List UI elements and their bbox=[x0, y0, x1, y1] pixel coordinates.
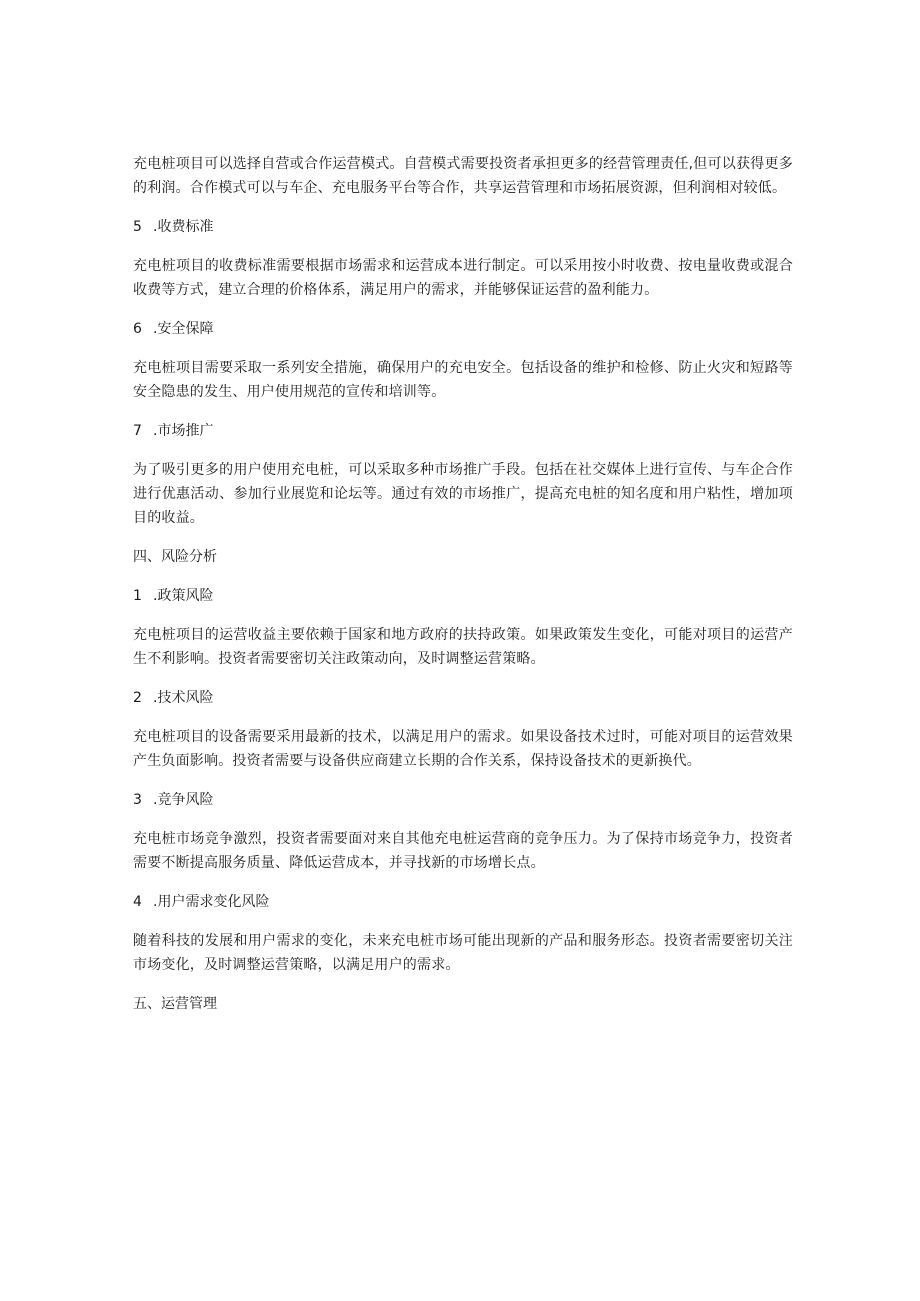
paragraph-demand-risk: 随着科技的发展和用户需求的变化，未来充电桩市场可能出现新的产品和服务形态。投资者需要密切关注市场变化，及时调整运营策略，以满足用户的需求。 bbox=[133, 933, 793, 973]
section-heading-operation-management: 五、运营管理 bbox=[133, 996, 217, 1012]
heading-title: .技术风险 bbox=[153, 690, 214, 706]
heading-number: 1 bbox=[133, 588, 142, 604]
heading-safety bbox=[133, 317, 793, 341]
heading-title: .竞争风险 bbox=[153, 792, 214, 808]
heading-number: 3 bbox=[133, 792, 142, 808]
heading-title: .安全保障 bbox=[153, 321, 214, 337]
paragraph-policy-risk: 充电桩项目的运营收益主要依赖于国家和地方政府的扶持政策。如果政策发生变化，可能对项目的运营产生不利影响。投资者需要密切关注政策动向，及时调整运营策略。 bbox=[133, 627, 793, 667]
heading-marketing bbox=[133, 419, 793, 443]
heading-tech-risk bbox=[133, 686, 793, 710]
heading-number: 6 bbox=[133, 321, 142, 337]
paragraph-fee-standard: 充电桩项目的收费标准需要根据市场需求和运营成本进行制定。可以采用按小时收费、按电量收费或混合收费等方式，建立合理的价格体系，满足用户的需求，并能够保证运营的盈利能力。 bbox=[133, 258, 793, 298]
paragraph-marketing: 为了吸引更多的用户使用充电桩，可以采取多种市场推广手段。包括在社交媒体上进行宣传、与车企合作进行优惠活动、参加行业展览和论坛等。通过有效的市场推广，提高充电桩的知名度和用户粘性，增加项目的收益。 bbox=[133, 462, 793, 526]
heading-number: 2 bbox=[133, 690, 142, 706]
heading-title: .用户需求变化风险 bbox=[153, 894, 270, 910]
heading-competition-risk bbox=[133, 788, 793, 812]
heading-demand-risk bbox=[133, 890, 793, 914]
paragraph-tech-risk: 充电桩项目的设备需要采用最新的技术，以满足用户的需求。如果设备技术过时，可能对项目的运营效果产生负面影响。投资者需要与设备供应商建立长期的合作关系，保持设备技术的更新换代。 bbox=[133, 729, 793, 769]
heading-policy-risk bbox=[133, 584, 793, 608]
paragraph-safety: 充电桩项目需要采取一系列安全措施，确保用户的充电安全。包括设备的维护和检修、防止火灾和短路等安全隐患的发生、用户使用规范的宣传和培训等。 bbox=[133, 360, 793, 400]
heading-title: .收费标准 bbox=[153, 219, 214, 235]
heading-title: .市场推广 bbox=[153, 423, 214, 439]
heading-number: 5 bbox=[133, 219, 142, 235]
heading-number: 7 bbox=[133, 423, 142, 439]
heading-number: 4 bbox=[133, 894, 142, 910]
paragraph-operation-mode: 充电桩项目可以选择自营或合作运营模式。自营模式需要投资者承担更多的经营管理责任,但可以获得更多的利润。合作模式可以与车企、充电服务平台等合作，共享运营管理和市场拓展资源，但利润相对较低。 bbox=[133, 156, 793, 196]
section-heading-risk-analysis: 四、风险分析 bbox=[133, 549, 217, 565]
heading-fee-standard bbox=[133, 215, 793, 239]
document-page bbox=[133, 152, 793, 1031]
paragraph-competition-risk: 充电桩市场竞争激烈，投资者需要面对来自其他充电桩运营商的竞争压力。为了保持市场竞争力，投资者需要不断提高服务质量、降低运营成本，并寻找新的市场增长点。 bbox=[133, 831, 793, 871]
heading-title: .政策风险 bbox=[153, 588, 214, 604]
